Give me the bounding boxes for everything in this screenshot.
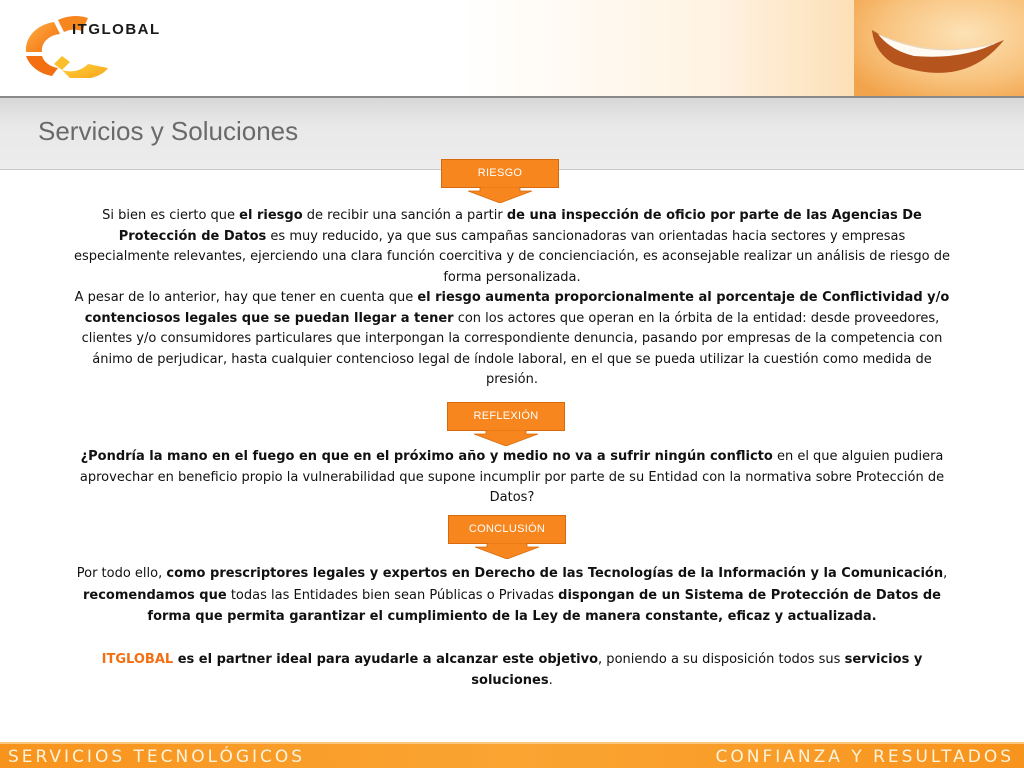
conclusion-paragraph-2: ITGLOBAL es el partner ideal para ayudarle a alcanzar este objetivo, poniendo a su disposición todos sus servicios y soluciones. bbox=[101, 651, 923, 688]
tag-riesgo: RIESGO bbox=[441, 159, 559, 188]
footer-bar bbox=[0, 742, 1024, 768]
reflexion-text bbox=[70, 447, 954, 509]
reflexion-paragraph: ¿Pondría la mano en el fuego en que en el próximo año y medio no va a sufrir ningún conflicto en el que alguien pudiera aprovechar en beneficio propio la vulnerabilidad que supone incumplir por parte de su Entidad con la normativa sobre Protección de Datos? bbox=[79, 449, 945, 505]
page-title: Servicios y Soluciones bbox=[38, 116, 299, 146]
arrow-down-icon bbox=[474, 430, 538, 446]
smile-photo bbox=[854, 0, 1024, 96]
tag-conclusion: CONCLUSIÓN bbox=[448, 515, 566, 544]
conclusion-paragraph-1: Por todo ello, como prescriptores legales y expertos en Derecho de las Tecnologías de la Información y la Comunicación, recomendamos que todas las Entidades bien sean Públicas o Privadas dispongan de un Sistema de Protección de Datos de forma que permita garantizar el cumplimiento de la Ley de manera constante, eficaz y actualizada. bbox=[76, 566, 948, 624]
riesgo-paragraph-2: A pesar de lo anterior, hay que tener en cuenta que el riesgo aumenta proporcionalmente al porcentaje de Conflictividad y/o contenciosos legales que se puedan llegar a tener con los actores que operan en la órbita de la entidad: desde proveedores, clientes y/o consumidores particulares que interpongan la correspondiente denuncia, pasando por empresas de la competencia con ánimo de perjudicar, hasta cualquier contencioso legal de índole laboral, en el que se pueda utilizar la cuestión como medida de presión. bbox=[74, 290, 950, 387]
logo-text: ITGLOBAL bbox=[72, 21, 161, 38]
footer-right-text: CONFIANZA Y RESULTADOS bbox=[715, 747, 1014, 767]
riesgo-text bbox=[70, 206, 954, 391]
riesgo-paragraph-1: Si bien es cierto que el riesgo de recibir una sanción a partir de una inspección de oficio por parte de las Agencias De Protección de Datos es muy reducido, ya que sus campañas sancionadoras van orientadas hacia sectores y empresas especialmente relevantes, ejerciendo una clara función coercitiva y de concienciación, es aconsejable realizar un análisis de riesgo de forma personalizada. bbox=[73, 208, 951, 285]
brand-name: ITGLOBAL bbox=[101, 651, 174, 667]
footer-left-text: SERVICIOS TECNOLÓGICOS bbox=[8, 747, 306, 767]
arrow-down-icon bbox=[468, 187, 532, 203]
tag-reflexion: REFLEXIÓN bbox=[447, 402, 565, 431]
header-banner bbox=[0, 0, 1024, 96]
conclusion-text bbox=[70, 563, 954, 692]
arrow-down-icon bbox=[475, 543, 539, 559]
